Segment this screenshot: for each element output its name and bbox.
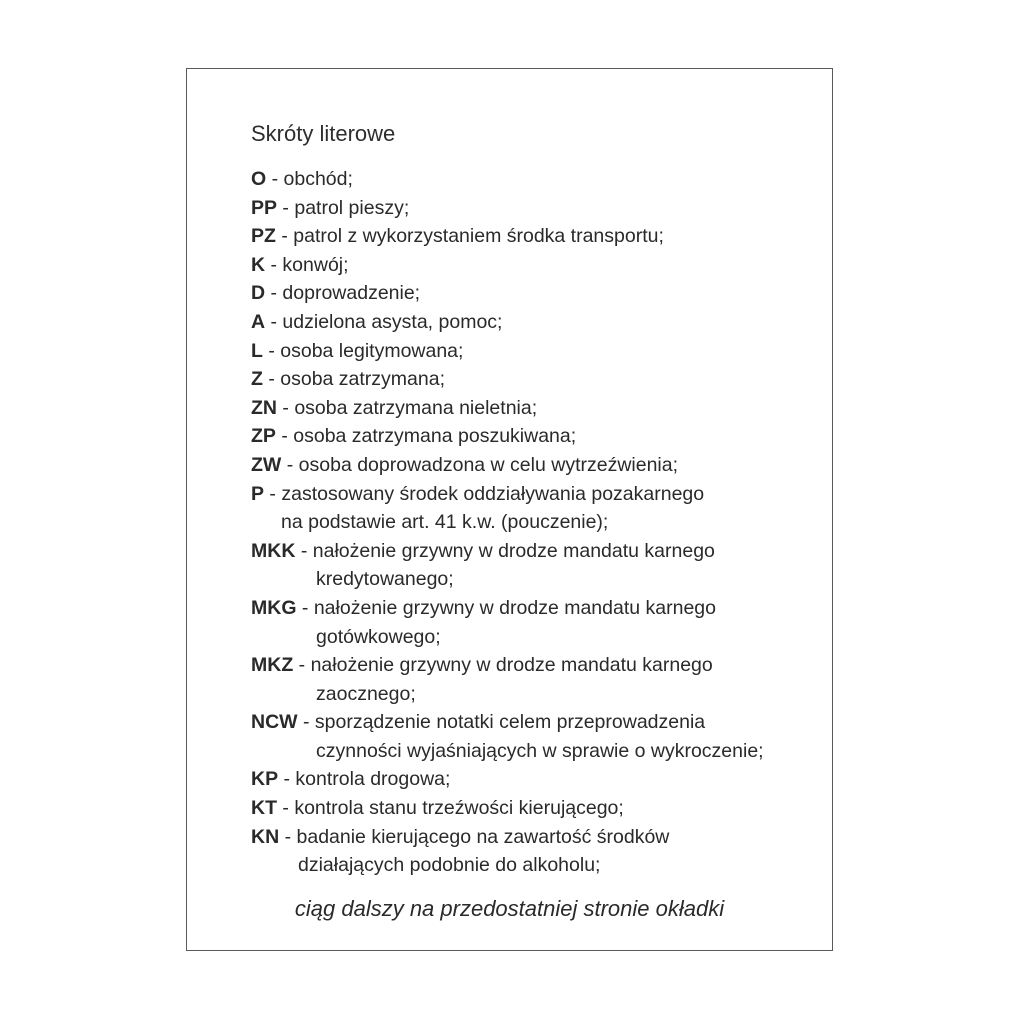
abbreviation: O	[251, 168, 267, 190]
list-item-kp	[251, 765, 764, 794]
description-continuation: działających podobnie do alkoholu;	[298, 854, 601, 877]
abbreviation: A	[251, 310, 266, 333]
description: - nałożenie grzywny w drodze mandatu karnego	[295, 539, 715, 562]
description: - nałożenie grzywny w drodze mandatu karnego	[296, 596, 716, 619]
description: - kontrola stanu trzeźwości kierującego;	[277, 797, 624, 820]
abbreviation: MKK	[251, 539, 296, 562]
list-item-pp	[251, 194, 764, 223]
list-item-o	[251, 165, 764, 194]
abbreviation: MKZ	[251, 654, 294, 677]
list-item-zp	[251, 422, 764, 451]
description: - sporządzenie notatki celem przeprowadzenia	[297, 711, 706, 734]
abbreviation-list	[251, 165, 764, 880]
description: - osoba legitymowana;	[262, 339, 464, 362]
abbreviation: KP	[251, 768, 279, 791]
abbreviation: ZW	[251, 453, 282, 476]
abbreviation: Z	[251, 368, 263, 391]
abbreviation: P	[251, 482, 265, 505]
description: - osoba zatrzymana nieletnia;	[277, 396, 538, 419]
abbreviation: K	[251, 253, 266, 276]
abbreviation: NCW	[251, 711, 298, 734]
abbreviation: PZ	[251, 225, 276, 248]
description-continuation: kredytowanego;	[316, 568, 454, 591]
description-continuation: na podstawie art. 41 k.w. (pouczenie);	[281, 511, 609, 534]
description: - patrol z wykorzystaniem środka transportu;	[275, 225, 664, 248]
list-item-kt	[251, 794, 764, 823]
description: - zastosowany środek oddziaływania pozakarnego	[264, 482, 705, 505]
list-item-zn	[251, 394, 764, 423]
description: - udzielona asysta, pomoc;	[265, 310, 503, 333]
description: - osoba doprowadzona w celu wytrzeźwienia;	[281, 453, 679, 476]
list-item-ncw	[251, 708, 764, 765]
list-item-l	[251, 337, 764, 366]
description: - konwój;	[265, 253, 349, 276]
description-continuation: gotówkowego;	[316, 625, 441, 648]
continuation-note: ciąg dalszy na przedostatniej stronie okładki	[294, 896, 725, 921]
description: - doprowadzenie;	[265, 282, 421, 305]
abbreviation: L	[251, 339, 263, 362]
abbreviation: PP	[251, 196, 278, 219]
description: - kontrola drogowa;	[278, 768, 451, 791]
description: - obchód;	[266, 168, 353, 190]
description-continuation: zaocznego;	[316, 682, 416, 705]
list-item-a	[251, 308, 764, 337]
abbreviation: ZP	[251, 425, 276, 448]
document-title: Skróty literowe	[251, 121, 396, 146]
description-continuation: czynności wyjaśniających w sprawie o wykroczenie;	[316, 739, 764, 762]
abbreviation: MKG	[251, 596, 297, 619]
document-card	[186, 68, 833, 951]
list-item-mkg	[251, 594, 764, 651]
list-item-z	[251, 365, 764, 394]
list-item-mkk	[251, 537, 764, 594]
description: - osoba zatrzymana poszukiwana;	[275, 425, 577, 448]
abbreviation: KT	[251, 797, 277, 820]
description: - osoba zatrzymana;	[262, 368, 446, 391]
description: - nałożenie grzywny w drodze mandatu karnego	[293, 654, 713, 677]
abbreviation: ZN	[251, 396, 277, 419]
description: - badanie kierującego na zawartość środków	[279, 825, 670, 848]
list-item-mkz	[251, 651, 764, 708]
abbreviation: D	[251, 282, 266, 305]
description: - patrol pieszy;	[277, 196, 410, 219]
list-item-zw	[251, 451, 764, 480]
list-item-pz	[251, 222, 764, 251]
list-item-kn	[251, 823, 764, 880]
abbreviation: KN	[251, 825, 280, 848]
list-item-p	[251, 480, 764, 537]
list-item-k	[251, 251, 764, 280]
list-item-d	[251, 279, 764, 308]
